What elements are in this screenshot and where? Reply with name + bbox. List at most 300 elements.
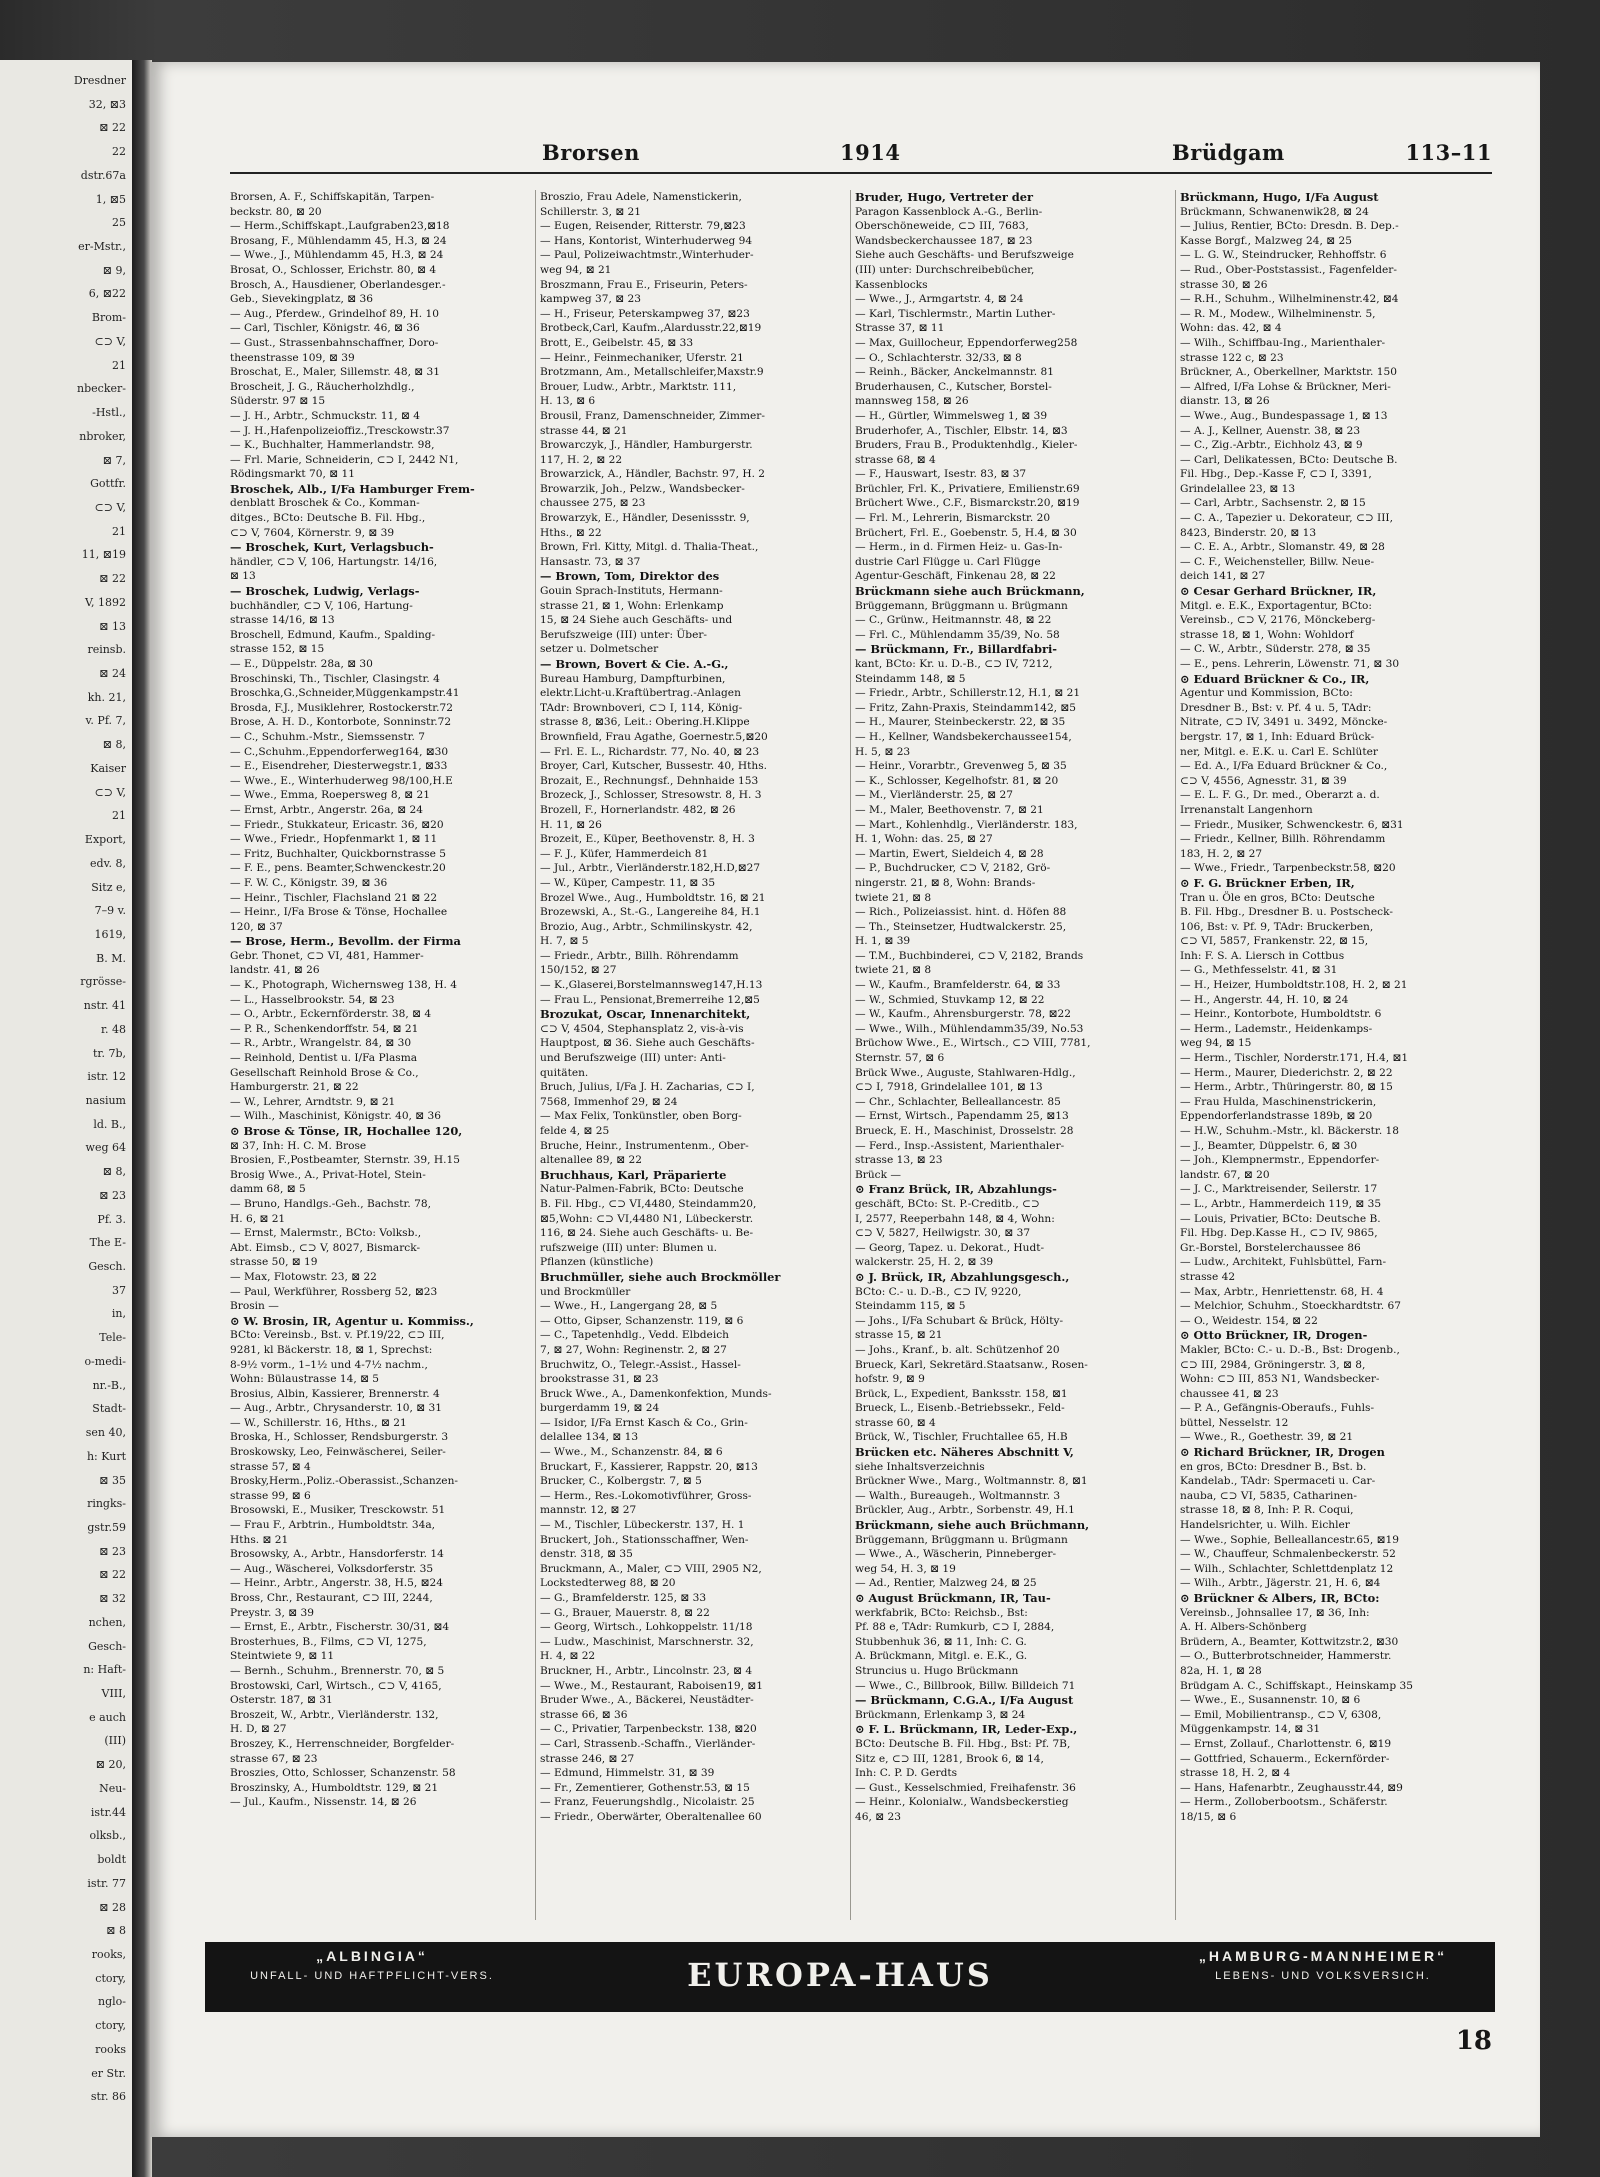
left-page-text-fragment: ⊂⊃ V, [94, 334, 126, 348]
directory-entry-line: — C. F., Weichensteller, Billw. Neue- [1180, 555, 1375, 568]
directory-entry-line: — Wwe., M., Restaurant, Raboisen19, ⊠1 [540, 1679, 763, 1692]
directory-entry-line: Brückmann, Erlenkamp 3, ⊠ 24 [855, 1708, 1026, 1721]
directory-entry-line: — Ludw., Architekt, Fuhlsbüttel, Farn- [1180, 1256, 1387, 1269]
directory-entry-line: — W., Chauffeur, Schmalenbeckerstr. 52 [1180, 1548, 1396, 1561]
directory-entry-line: Bruders, Frau B., Produktenhdlg., Kieler- [855, 439, 1078, 452]
directory-entry-line: Tran u. Öle en gros, BCto: Deutsche [1180, 891, 1375, 904]
directory-entry-line: Inh: F. S. A. Liersch in Cottbus [1180, 949, 1345, 962]
directory-entry-line: — Wwe., Aug., Bundespassage 1, ⊠ 13 [1180, 409, 1388, 422]
directory-entry-line: — G., Brauer, Mauerstr. 8, ⊠ 22 [540, 1606, 710, 1619]
directory-entry-line: — Heinr., Kolonialw., Wandsbeckerstieg [855, 1796, 1069, 1809]
directory-entry-line: Brosda, F.J., Musiklehrer, Rostockerstr.72 [230, 701, 454, 714]
directory-entry-line: — Wwe., A., Wäscherin, Pinneberger- [855, 1548, 1057, 1561]
directory-entry-line: Lockstedterweg 88, ⊠ 20 [540, 1577, 676, 1590]
directory-entry-line: Brosterhues, B., Films, ⊂⊃ VI, 1275, [230, 1635, 427, 1648]
left-page-text-fragment: edv. 8, [90, 856, 126, 870]
directory-entry-line: — Friedr., Arbtr., Billh. Röhrendamm [540, 949, 739, 962]
directory-entry-line: Hamburgerstr. 21, ⊠ 22 [230, 1081, 359, 1094]
directory-entry-line: dianstr. 13, ⊠ 26 [1180, 395, 1270, 408]
column-1 [230, 190, 530, 1920]
left-page-text-fragment: 1, ⊠5 [95, 192, 126, 206]
directory-entry-line: — Fr., Zementierer, Gothenstr.53, ⊠ 15 [540, 1781, 750, 1794]
directory-entry-line: strasse 18, ⊠ 8, Inh: P. R. Coqui, [1180, 1504, 1354, 1517]
left-page-text-fragment: Export, [84, 833, 126, 847]
directory-entry-line: — Ernst, E., Arbtr., Fischerstr. 30/31, ⊠4 [230, 1621, 450, 1634]
left-page-text-fragment: n: Haft- [83, 1663, 126, 1677]
directory-entry-heading: Bruder, Hugo, Vertreter der [855, 190, 1033, 204]
directory-entry-line: — G., Bramfelderstr. 125, ⊠ 33 [540, 1592, 707, 1604]
directory-entry-line: ⊠ 37, Inh: H. C. M. Brose [230, 1139, 367, 1152]
left-page-text-fragment: 22 [112, 145, 126, 159]
column-4 [1180, 190, 1500, 1920]
header-page-ref: 113–11 [1405, 140, 1492, 165]
directory-entry-line: — Wwe., Sophie, Belleallancestr.65, ⊠19 [1180, 1533, 1399, 1546]
directory-entry-line: 46, ⊠ 23 [855, 1810, 901, 1823]
directory-entry-line: — Max, Arbtr., Henriettenstr. 68, H. 4 [1180, 1285, 1384, 1298]
directory-entry-line: Brotzmann, Am., Metallschleifer,Maxstr.9 [540, 366, 764, 379]
directory-entry-line: Bruderhausen, C., Kutscher, Borstel- [855, 380, 1052, 393]
directory-entry-line: Abt. Eimsb., ⊂⊃ V, 8027, Bismarck- [230, 1241, 421, 1254]
directory-entry-line: Broschat, E., Maler, Sillemstr. 48, ⊠ 31 [230, 366, 441, 379]
left-page-text-fragment: The E- [89, 1236, 126, 1250]
directory-entry-line: — C.,Schuhm.,Eppendorferweg164, ⊠30 [230, 745, 449, 758]
directory-entry-line: — Th., Steinsetzer, Hudtwalckerstr. 25, [855, 920, 1067, 933]
directory-entry-line: — Herm., Tischler, Norderstr.171, H.4, ⊠1 [1180, 1052, 1409, 1065]
directory-entry-line: Kandelab., TAdr: Spermaceti u. Car- [1180, 1475, 1376, 1488]
directory-entry-line: — Edmund, Himmelstr. 31, ⊠ 39 [540, 1767, 715, 1780]
directory-entry-line: Brückner, A., Oberkellner, Marktstr. 150 [1180, 366, 1397, 379]
directory-entry-heading: — Brückmann, Fr., Billardfabri- [855, 642, 1058, 657]
column-divider [850, 190, 851, 1920]
directory-entry-line: — Wwe., J., Mühlendamm 45, H.3, ⊠ 24 [230, 249, 444, 262]
directory-entry-line: Schillerstr. 3, ⊠ 21 [540, 205, 642, 218]
directory-entry-line: en gros, BCto: Dresdner B., Bst. b. [1180, 1460, 1367, 1473]
directory-entry-line: Bruckert, Joh., Stationsschaffner, Wen- [540, 1533, 749, 1546]
directory-entry-line: — Paul, Polizeiwachtmstr.,Winterhuder- [540, 249, 754, 262]
directory-entry-heading: Brozukat, Oscar, Innenarchitekt, [540, 1007, 751, 1022]
directory-entry-line: Broyer, Carl, Kutscher, Bussestr. 40, Hths. [540, 760, 767, 773]
directory-entry-line: — H., Angerstr. 44, H. 10, ⊠ 24 [1180, 993, 1349, 1006]
left-page-text-fragment: ⊠ 8, [102, 738, 126, 752]
directory-entry-line: — Georg, Tapez. u. Dekorat., Hudt- [855, 1241, 1045, 1254]
directory-entry-line: 9281, kl Bäckerstr. 18, ⊠ 1, Sprechst: [230, 1343, 433, 1356]
directory-entry-line: Bruch, Julius, I/Fa J. H. Zacharias, ⊂⊃ I, [540, 1081, 755, 1094]
directory-entry-line: Broska, H., Schlosser, Rendsburgerstr. 3 [230, 1431, 449, 1444]
left-page-text-fragment: 25 [112, 216, 126, 230]
directory-entry-line: — Wwe., E., Susannenstr. 10, ⊠ 6 [1180, 1694, 1361, 1707]
directory-entry-line: — Rich., Polizeiassist. hint. d. Höfen 88 [855, 906, 1067, 919]
left-page-text-fragment: boldt [97, 1853, 126, 1867]
directory-entry-line: — Aug., Pferdew., Grindelhof 89, H. 10 [230, 307, 439, 320]
directory-entry-line: — F. W. C., Königstr. 39, ⊠ 36 [230, 876, 388, 889]
directory-entry-line: Geb., Sievekingplatz, ⊠ 36 [230, 293, 373, 306]
left-page-text-fragment: h: Kurt [86, 1449, 126, 1463]
directory-entry-line: Brüchler, Frl. K., Privatiere, Emilienstr.69 [855, 482, 1080, 495]
directory-entry-line: strasse 13, ⊠ 23 [855, 1154, 943, 1167]
book-gutter [132, 60, 152, 2177]
left-page-text-fragment: gstr.59 [87, 1520, 126, 1534]
directory-entry-line: strasse 30, ⊠ 26 [1180, 278, 1268, 291]
left-page-text-fragment: Dresdner [73, 74, 126, 87]
directory-entry-line: werkfabrik, BCto: Reichsb., Bst: [855, 1606, 1028, 1619]
directory-entry-line: ⊂⊃ V, 5827, Heilwigstr. 30, ⊠ 37 [855, 1227, 1031, 1240]
directory-entry-line: — Alfred, I/Fa Lohse & Brückner, Meri- [1180, 380, 1391, 393]
directory-entry-line: Bruder Wwe., A., Bäckerei, Neustädter- [540, 1694, 754, 1707]
directory-entry-line: 120, ⊠ 37 [230, 920, 283, 933]
directory-entry-line: — H., Heizer, Humboldtstr.108, H. 2, ⊠ 21 [1180, 979, 1408, 992]
directory-entry-line: — Reinhold, Dentist u. I/Fa Plasma [230, 1052, 418, 1065]
left-page-text-fragment: ringks- [87, 1497, 126, 1511]
directory-entry-line: — O., Schlachterstr. 32/33, ⊠ 8 [855, 351, 1022, 364]
directory-entry-line: Gr.-Borstel, Borstelerchaussee 86 [1180, 1241, 1361, 1254]
directory-entry-line: — Martin, Ewert, Sieldeich 4, ⊠ 28 [855, 847, 1044, 860]
left-page-text-fragment: ⊠ 22 [99, 1568, 126, 1582]
directory-entry-line: H. 1, Wohn: das. 25, ⊠ 27 [855, 833, 993, 846]
left-page-text-fragment: ⊠ 8, [102, 1165, 126, 1179]
directory-entry-line: delallee 134, ⊠ 13 [540, 1431, 639, 1444]
directory-entry-line: Bruckmann, A., Maler, ⊂⊃ VIII, 2905 N2, [540, 1562, 762, 1575]
left-page-text-fragment: nbroker, [79, 429, 126, 443]
directory-entry-line: — Karl, Tischlermstr., Martin Luther- [855, 307, 1056, 320]
ad-hamburg-mannheimer-title: „HAMBURG-MANNHEIMER“ [1198, 1948, 1448, 1964]
directory-entry-line: — H., Kellner, Wandsbekerchaussee154, [855, 730, 1072, 743]
directory-entry-heading: ⊙ F. G. Brückner Erben, IR, [1180, 875, 1355, 890]
directory-entry-line: — Heinr., Tischler, Flachsland 21 ⊠ 22 [230, 891, 438, 904]
directory-entry-line: ⊂⊃ I, 7918, Grindelallee 101, ⊠ 13 [855, 1081, 1043, 1094]
left-page-text-fragment: 6, ⊠22 [88, 287, 126, 301]
left-page-text-fragment: B. M. [96, 951, 126, 965]
directory-entry-line: Bruche, Heinr., Instrumentenm., Ober- [540, 1139, 749, 1152]
directory-entry-line: strasse 42 [1180, 1270, 1236, 1283]
directory-entry-line: altenallee 89, ⊠ 22 [540, 1154, 642, 1167]
directory-entry-line: Brorsen, A. F., Schiffskapitän, Tarpen- [230, 191, 435, 203]
directory-entry-line: denblatt Broschek & Co., Komman- [230, 497, 420, 510]
directory-entry-line: — Bernh., Schuhm., Brennerstr. 70, ⊠ 5 [230, 1664, 445, 1677]
directory-entry-line: — F. J., Küfer, Hammerdeich 81 [540, 847, 709, 860]
directory-entry-line: und Berufszweige (III) unter: Anti- [540, 1052, 726, 1065]
directory-entry-line: strasse 68, ⊠ 4 [855, 453, 936, 466]
directory-entry-line: Brozait, E., Rechnungsf., Dehnhaide 153 [540, 774, 759, 787]
directory-entry-line: — Paul, Werkführer, Rossberg 52, ⊠23 [230, 1285, 438, 1298]
directory-entry-line: — Isidor, I/Fa Ernst Kasch & Co., Grin- [540, 1416, 748, 1429]
directory-entry-line: Brosien, F.,Postbeamter, Sternstr. 39, H.15 [230, 1154, 460, 1167]
directory-entry-line: ⊠ 13 [230, 570, 256, 583]
directory-entry-line: — Wwe., J., Armgartstr. 4, ⊠ 24 [855, 293, 1024, 306]
directory-entry-line: 150/152, ⊠ 27 [540, 964, 617, 977]
directory-entry-line: ningerstr. 21, ⊠ 8, Wohn: Brands- [855, 876, 1036, 889]
directory-entry-line: — Wwe., Friedr., Tarpenbeckstr.58, ⊠20 [1180, 862, 1396, 875]
directory-entry-line: — L., Hasselbrookstr. 54, ⊠ 23 [230, 993, 395, 1006]
directory-entry-line: H. 7, ⊠ 5 [540, 935, 589, 948]
directory-entry-line: — Frau Hulda, Maschinenstrickerin, [1180, 1095, 1377, 1108]
left-page-text-fragment: v. Pf. 7, [85, 714, 126, 728]
directory-entry-line: brookstrasse 31, ⊠ 23 [540, 1373, 659, 1386]
directory-entry-line: — Bruno, Handlgs.-Geh., Bachstr. 78, [230, 1197, 431, 1210]
directory-entry-line: deich 141, ⊠ 27 [1180, 570, 1266, 583]
directory-entry-line: — Wwe., H., Langergang 28, ⊠ 5 [540, 1300, 718, 1313]
directory-entry-line: quitäten. [540, 1066, 589, 1079]
directory-entry-line: Siehe auch Geschäfts- und Berufszweige [855, 249, 1074, 262]
directory-entry-line: — Friedr., Musiker, Schwenckestr. 6, ⊠31 [1180, 818, 1404, 831]
left-page-text-fragment: 7–9 v. [94, 904, 126, 918]
directory-entry-line: Brozeit, E., Küper, Beethovenstr. 8, H. 3 [540, 833, 755, 846]
left-page-text-fragment: Stadt- [92, 1402, 126, 1416]
directory-entry-line: landstr. 41, ⊠ 26 [230, 964, 320, 977]
directory-entry-heading: — Brown, Bovert & Cie. A.-G., [540, 657, 729, 671]
directory-entry-line: — Julius, Rentier, BCto: Dresdn. B. Dep.- [1180, 220, 1399, 233]
directory-entry-line: — Frl. C., Mühlendamm 35/39, No. 58 [855, 628, 1060, 641]
directory-entry-line: ⊂⊃ III, 2984, Gröningerstr. 3, ⊠ 8, [1180, 1358, 1366, 1371]
directory-entry-line: Brozel Wwe., Aug., Humboldtstr. 16, ⊠ 21 [540, 891, 766, 904]
directory-entry-heading: ⊙ F. L. Brückmann, IR, Leder-Exp., [855, 1722, 1078, 1737]
left-page-text-fragment: nstr. 41 [83, 999, 126, 1013]
directory-entry-line: — C., Schuhm.-Mstr., Siemssenstr. 7 [230, 730, 425, 743]
directory-entry-line: Brueck, E. H., Maschinist, Drosselstr. 28 [855, 1125, 1074, 1137]
directory-entry-line: — Johs., Kranf., b. alt. Schützenhof 20 [855, 1343, 1060, 1356]
directory-entry-line: — Wilh., Schiffbau-Ing., Marienthaler- [1180, 336, 1386, 349]
directory-entry-line: bergstr. 17, ⊠ 1, Inh: Eduard Brück- [1180, 730, 1375, 743]
left-page-text-fragment: 37 [112, 1283, 126, 1297]
running-header [150, 140, 1540, 170]
directory-entry-line: Vereinsb., ⊂⊃ V, 2176, Mönckeberg- [1180, 614, 1376, 627]
directory-entry-line: — R. M., Modew., Wilhelminenstr. 5, [1180, 307, 1376, 320]
directory-entry-line: 183, H. 2, ⊠ 27 [1180, 847, 1263, 860]
directory-entry-line: BCto: Deutsche B. Fil. Hbg., Bst: Pf. 7B, [855, 1737, 1071, 1750]
header-rule [230, 172, 1492, 174]
left-page-text-fragment: Brom- [91, 311, 126, 325]
directory-entry-heading: Bruchmüller, siehe auch Brockmöller [540, 1269, 781, 1284]
directory-entry-line: denstr. 318, ⊠ 35 [540, 1548, 633, 1561]
directory-entry-heading: — Brown, Tom, Direktor des [540, 569, 720, 584]
directory-entry-line: Brousil, Franz, Damenschneider, Zimmer- [540, 409, 765, 422]
directory-entry-heading: ⊙ Richard Brückner, IR, Drogen [1180, 1445, 1385, 1460]
directory-entry-line: Nitrate, ⊂⊃ IV, 3491 u. 3492, Möncke- [1180, 716, 1388, 729]
left-page-text-fragment: Pf. 3. [97, 1212, 126, 1226]
left-page-text-fragment: ⊠ 9, [102, 263, 126, 277]
directory-entry-heading: Brückmann, Hugo, I/Fa August [1180, 190, 1379, 204]
directory-entry-heading: Brückmann siehe auch Brückmann, [855, 584, 1085, 599]
directory-entry-line: — Wwe., Friedr., Hopfenmarkt 1, ⊠ 11 [230, 833, 438, 846]
directory-entry-line: — Max, Guillocheur, Eppendorferweg258 [855, 336, 1078, 349]
left-page-text-fragment: tr. 7b, [93, 1046, 126, 1060]
directory-entry-line: strasse 57, ⊠ 4 [230, 1460, 311, 1473]
directory-entry-line: B. Fil. Hbg., Dresdner B. u. Postscheck- [1180, 906, 1393, 919]
directory-entry-line: — Ernst, Arbtr., Angerstr. 26a, ⊠ 24 [230, 803, 423, 816]
directory-entry-line: Brotbeck,Carl, Kaufm.,Alardusstr.22,⊠19 [540, 322, 762, 335]
directory-entry-line: weg 94, ⊠ 15 [1180, 1037, 1252, 1050]
directory-entry-line: ditges., BCto: Deutsche B. Fil. Hbg., [230, 512, 426, 525]
directory-entry-line: Brückner Wwe., Marg., Woltmannstr. 8, ⊠1 [855, 1475, 1088, 1488]
directory-entry-line: — Herm., Arbtr., Thüringerstr. 80, ⊠ 15 [1180, 1081, 1393, 1094]
directory-entry-line: — Mart., Kohlenhdlg., Vierländerstr. 183, [855, 818, 1078, 831]
directory-entry-line: — Friedr., Arbtr., Schillerstr.12, H.1, ⊠ 21 [855, 687, 1081, 700]
directory-entry-heading: — Broschek, Kurt, Verlagsbuch- [230, 540, 434, 555]
directory-entry-line: — E., Eisendreher, Diesterwegstr.1, ⊠33 [230, 760, 448, 773]
directory-entry-line: Agentur-Geschäft, Finkenau 28, ⊠ 22 [855, 570, 1056, 583]
directory-entry-line: — O., Arbtr., Eckernförderstr. 38, ⊠ 4 [230, 1008, 432, 1021]
directory-entry-line: theenstrasse 109, ⊠ 39 [230, 351, 355, 364]
directory-entry-line: Bruckner, H., Arbtr., Lincolnstr. 23, ⊠ 4 [540, 1664, 753, 1677]
directory-entry-line: felde 4, ⊠ 25 [540, 1125, 610, 1137]
directory-entry-line: — Frl. E. L., Richardstr. 77, No. 40, ⊠ 23 [540, 745, 760, 758]
left-page-text-fragment: er-Mstr., [78, 240, 126, 254]
directory-entry-line: — F. E., pens. Beamter,Schwenckestr.20 [230, 862, 446, 875]
directory-entry-line: H. 5, ⊠ 23 [855, 745, 911, 758]
directory-entry-line: — Gust., Kesselschmied, Freihafenstr. 36 [855, 1781, 1076, 1794]
left-page-text-fragment: VIII, [101, 1687, 126, 1701]
directory-entry-line: Brück Wwe., Auguste, Stahlwaren-Hdlg., [855, 1066, 1076, 1079]
left-page-text-fragment: ⊠ 24 [99, 667, 126, 681]
directory-entry-line: Broszmann, Frau E., Friseurin, Peters- [540, 278, 748, 291]
directory-entry-line: — Gust., Strassenbahnschaffner, Doro- [230, 336, 439, 349]
directory-entry-line: BCto: C.- u. D.-B., ⊂⊃ IV, 9220, [855, 1285, 1022, 1298]
directory-entry-line: — C. W., Arbtr., Süderstr. 278, ⊠ 35 [1180, 643, 1371, 656]
directory-entry-line: strasse 122 c, ⊠ 23 [1180, 351, 1284, 364]
directory-entry-line: — Aug., Arbtr., Chrysanderstr. 10, ⊠ 31 [230, 1402, 443, 1415]
directory-entry-line: — Ernst, Malermstr., BCto: Volksb., [230, 1227, 422, 1240]
left-page-text-fragment: ctory, [95, 1971, 126, 1985]
directory-entry-line: Brucker, C., Kolbergstr. 7, ⊠ 5 [540, 1475, 702, 1488]
directory-entry-line: Grindelallee 23, ⊠ 13 [1180, 482, 1296, 495]
directory-entry-line: strasse 15, ⊠ 21 [855, 1329, 943, 1342]
directory-entry-line: Sternstr. 57, ⊠ 6 [855, 1052, 945, 1065]
directory-entry-line: Müggenkampstr. 14, ⊠ 31 [1180, 1723, 1321, 1736]
directory-entry-line: — J., Beamter, Düppelstr. 6, ⊠ 30 [1180, 1139, 1358, 1152]
directory-entry-line: I, 2577, Reeperbahn 148, ⊠ 4, Wohn: [855, 1212, 1055, 1225]
directory-entry-line: Eppendorferlandstrasse 189b, ⊠ 20 [1180, 1110, 1373, 1123]
directory-entry-line: strasse 44, ⊠ 21 [540, 424, 628, 437]
directory-entry-line: — Friedr., Oberwärter, Oberaltenallee 60 [540, 1810, 762, 1823]
directory-entry-line: Paragon Kassenblock A.-G., Berlin- [855, 205, 1043, 218]
directory-entry-line: Brüchert, Frl. E., Goebenstr. 5, H.4, ⊠ 30 [855, 526, 1077, 539]
left-page-text-fragment: 1619, [94, 927, 126, 941]
directory-entry-heading: Brückmann, siehe auch Brüchmann, [855, 1518, 1090, 1533]
left-page-text-fragment: rooks [95, 2042, 126, 2056]
directory-entry-line: Bruck Wwe., A., Damenkonfektion, Munds- [540, 1387, 772, 1400]
directory-entry-heading: ⊙ Franz Brück, IR, Abzahlungs- [855, 1182, 1057, 1197]
directory-entry-line: — Max, Flotowstr. 23, ⊠ 22 [230, 1270, 377, 1283]
directory-entry-line: Wandsbeckerchaussee 187, ⊠ 23 [855, 234, 1033, 247]
directory-entry-line: — H., Maurer, Steinbeckerstr. 22, ⊠ 35 [855, 716, 1066, 729]
directory-entry-line: Brozell, F., Hornerlandstr. 482, ⊠ 26 [540, 803, 736, 816]
directory-entry-line: Browarzik, Joh., Pelzw., Wandsbecker- [540, 482, 745, 495]
directory-entry-line: Browarzick, A., Händler, Bachstr. 97, H. 2 [540, 468, 766, 481]
directory-entry-line: — W., Schillerstr. 16, Hths., ⊠ 21 [230, 1416, 407, 1429]
directory-entry-heading: — Brose, Herm., Bevollm. der Firma [230, 934, 461, 949]
left-page-text-fragment: Gottfr. [90, 477, 126, 491]
directory-entry-line: — Ernst, Wirtsch., Papendamm 25, ⊠13 [855, 1110, 1069, 1123]
header-first-entry: Brorsen [542, 140, 640, 165]
directory-entry-line: nauba, ⊂⊃ VI, 5835, Catharinen- [1180, 1489, 1357, 1502]
directory-entry-line: — Carl, Delikatessen, BCto: Deutsche B. [1180, 453, 1398, 466]
left-page-text-fragment: 32, ⊠3 [88, 97, 126, 111]
left-page-text-fragment: ⊠ 22 [99, 572, 126, 586]
directory-entry-line: kant, BCto: Kr. u. D.-B., ⊂⊃ IV, 7212, [855, 658, 1053, 670]
directory-entry-line: Irrenanstalt Langenhorn [1180, 803, 1313, 816]
directory-entry-line: Pf. 88 e, TAdr: Rumkurb, ⊂⊃ I, 2884, [855, 1621, 1055, 1634]
directory-entry-line: H. D, ⊠ 27 [230, 1723, 287, 1736]
left-page-text-fragment: nasium [85, 1094, 126, 1107]
directory-entry-line: Vereinsb., Johnsallee 17, ⊠ 36, Inh: [1180, 1606, 1370, 1619]
directory-entry-line: — Frau F., Arbtrin., Humboldtstr. 34a, [230, 1519, 435, 1532]
left-page-text-fragment: reinsb. [87, 643, 126, 657]
directory-entry-line: — Wwe., Wilh., Mühlendamm35/39, No.53 [855, 1022, 1084, 1035]
directory-entry-line: — L., Arbtr., Hammerdeich 119, ⊠ 35 [1180, 1197, 1382, 1210]
directory-entry-line: weg 94, ⊠ 21 [540, 263, 612, 276]
left-page-text-fragment: er Str. [91, 2066, 126, 2080]
left-page-text-fragment: ⊠ 22 [99, 121, 126, 135]
directory-entry-line: — Hans, Hafenarbtr., Zeughausstr.44, ⊠9 [1180, 1781, 1403, 1794]
left-page-text-fragment: olksb., [89, 1829, 126, 1843]
directory-entry-line: — G., Methfesselstr. 41, ⊠ 31 [1180, 964, 1338, 977]
left-page-text-fragment: o-medi- [84, 1354, 126, 1368]
left-page-text-fragment: e auch [89, 1710, 126, 1724]
directory-entry-line: — Wwe., R., Goethestr. 39, ⊠ 21 [1180, 1431, 1354, 1444]
directory-entry-line: Mitgl. e. E.K., Exportagentur, BCto: [1180, 599, 1372, 612]
directory-entry-line: — M., Vierländerstr. 25, ⊠ 27 [855, 789, 1014, 802]
directory-entry-line: Broschell, Edmund, Kaufm., Spalding- [230, 628, 436, 641]
directory-entry-line: — O., Butterbrotschneider, Hammerstr. [1180, 1650, 1392, 1663]
directory-entry-line: damm 68, ⊠ 5 [230, 1183, 306, 1196]
directory-entry-line: — J. H., Arbtr., Schmuckstr. 11, ⊠ 4 [230, 409, 420, 422]
directory-entry-line: landstr. 67, ⊠ 20 [1180, 1168, 1270, 1181]
directory-entry-line: Oberschöneweide, ⊂⊃ III, 7683, [855, 220, 1029, 233]
directory-entry-line: Broszio, Frau Adele, Namenstickerin, [540, 191, 742, 203]
directory-entry-line: — W., Küper, Campestr. 11, ⊠ 35 [540, 876, 716, 889]
directory-entry-line: — Frau L., Pensionat,Bremerreihe 12,⊠5 [540, 993, 760, 1006]
directory-entry-line: 7568, Immenhof 29, ⊠ 24 [540, 1095, 678, 1108]
left-page-text-fragment: 11, ⊠19 [81, 548, 126, 562]
directory-entry-line: twiete 21, ⊠ 8 [855, 891, 932, 904]
directory-entry-line: — W., Kaufm., Bramfelderstr. 64, ⊠ 33 [855, 979, 1061, 992]
directory-entry-line: Brosig Wwe., A., Privat-Hotel, Stein- [230, 1168, 426, 1181]
ad-albingia-subtitle: UNFALL- UND HAFTPFLICHT-VERS. [250, 1970, 494, 1982]
directory-entry-line: weg 54, H. 3, ⊠ 19 [855, 1562, 956, 1575]
left-page-text-fragment: 21 [112, 809, 126, 823]
directory-entry-line: strasse 21, ⊠ 1, Wohn: Erlenkamp [540, 599, 724, 612]
directory-entry-line: Gesellschaft Reinhold Brose & Co., [230, 1066, 419, 1079]
directory-entry-line: — M., Tischler, Lübeckerstr. 137, H. 1 [540, 1519, 745, 1532]
directory-entry-line: — E., Düppelstr. 28a, ⊠ 30 [230, 658, 373, 670]
left-page-text-fragment: nglo- [98, 1995, 126, 2009]
directory-entry-line: ⊠5,Wohn: ⊂⊃ VI,4480 N1, Lübeckerstr. [540, 1212, 754, 1225]
directory-entry-line: Brozewski, A., St.-G., Langereihe 84, H.1 [540, 906, 761, 919]
directory-entry-line: strasse 67, ⊠ 23 [230, 1752, 318, 1765]
directory-entry-line: Brosius, Albin, Kassierer, Brennerstr. 4 [230, 1387, 440, 1400]
directory-entry-line: — M., Maler, Beethovenstr. 7, ⊠ 21 [855, 803, 1044, 816]
directory-entry-line: Brüggemann, Brüggmann u. Brügmann [855, 1533, 1068, 1546]
directory-entry-line: Steindamm 115, ⊠ 5 [855, 1300, 966, 1313]
directory-entry-line: Brosat, O., Schlosser, Erichstr. 80, ⊠ 4 [230, 263, 437, 276]
directory-entry-line: 106, Bst: v. Pf. 9, TAdr: Bruckerben, [1180, 920, 1374, 933]
directory-entry-line: — Wwe., C., Billbrook, Billw. Billdeich 71 [855, 1679, 1076, 1692]
directory-entry-line: A. H. Albers-Schönberg [1180, 1621, 1307, 1634]
directory-entry-line: Handelsrichter, u. Wilh. Eichler [1180, 1519, 1350, 1532]
directory-entry-heading: — Brückmann, C.G.A., I/Fa August [855, 1693, 1074, 1708]
directory-entry-line: — Wwe., M., Schanzenstr. 84, ⊠ 6 [540, 1446, 723, 1459]
directory-entry-line: setzer u. Dolmetscher [540, 643, 659, 656]
directory-entry-line: Brückler, Aug., Arbtr., Sorbenstr. 49, H.1 [855, 1504, 1075, 1517]
directory-entry-line: — E. L. F. G., Dr. med., Oberarzt a. d. [1180, 789, 1380, 802]
directory-entry-line: — Wwe., Emma, Roepersweg 8, ⊠ 21 [230, 789, 431, 802]
directory-entry-line: 82a, H. 1, ⊠ 28 [1180, 1664, 1262, 1677]
left-page-text-fragment: Kaiser [90, 761, 126, 775]
directory-entry-line: ⊂⊃ V, 7604, Körnerstr. 9, ⊠ 39 [230, 526, 395, 539]
directory-entry-line: — Aug., Wäscherei, Volksdorferstr. 35 [230, 1562, 434, 1575]
directory-entry-line: Broschka,G.,Schneider,Müggenkampstr.41 [230, 687, 460, 700]
directory-entry-line: Preystr. 3, ⊠ 39 [230, 1606, 314, 1619]
left-page-text-fragment: Gesch- [88, 1639, 126, 1653]
